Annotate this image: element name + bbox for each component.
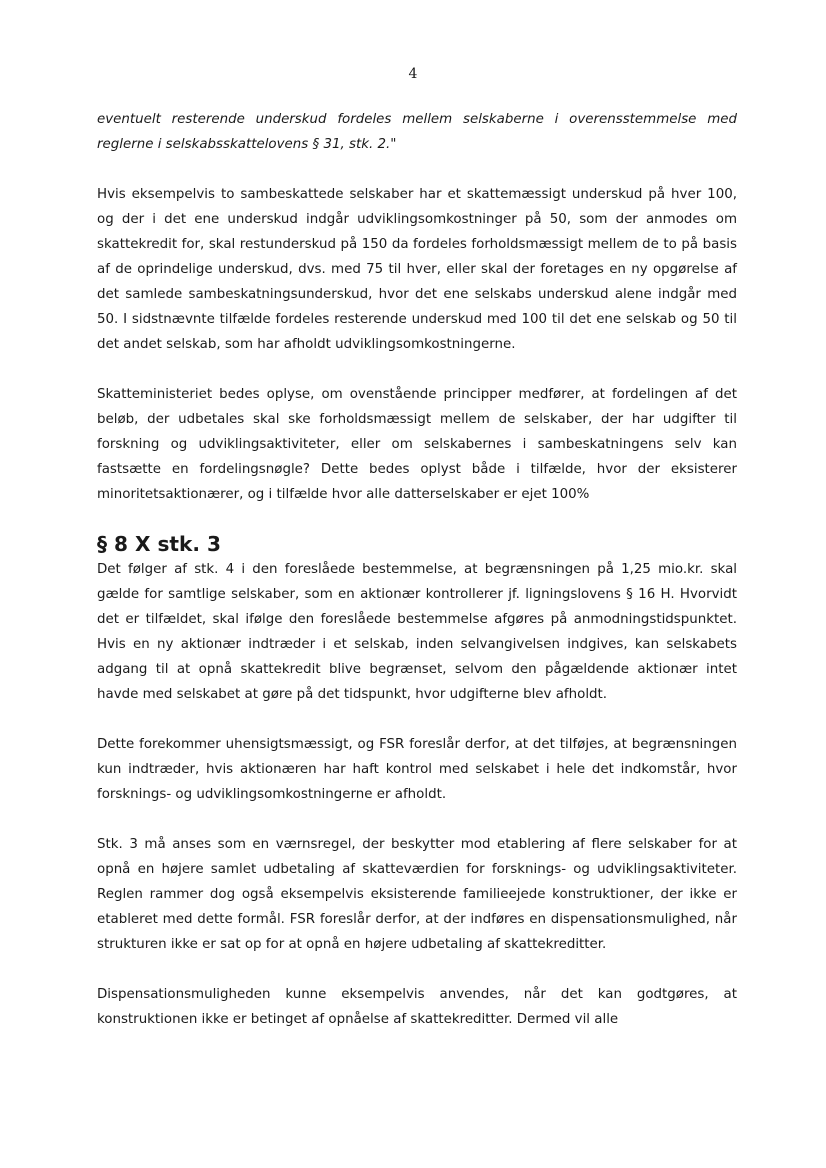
quoted-text: eventuelt resterende underskud fordeles mellem selskaberne i overensstemmelse med reglerne i selskabsskattelovens § 31, stk. 2." [97,112,737,152]
paragraph-stk4: Det følger af stk. 4 i den foreslåede bestemmelse, at begrænsningen på 1,25 mio.kr. skal gælde for samtlige selskaber, som en aktionær kontrollerer jf. ligningslovens § 16 H. Hvorvidt det er tilfældet, skal ifølge den foreslåede bestemmelse afgøres på anmodningstidspunktet. Hvis en ny aktionær indtræder i et selskab, inden selvangivelsen indgives, kan selskabets adgang til at opnå skattekredit blive begrænset, selvom den pågældende aktionær intet havde med selskabet at gøre på det tidspunkt, hvor udgifterne blev afholdt. [97,562,737,702]
page-number: 4 [408,66,418,82]
section-heading: § 8 X stk. 3 [97,532,221,556]
paragraph-stk3: Stk. 3 må anses som en værnsregel, der beskytter mod etablering af flere selskaber for at opnå en højere samlet udbetaling af skatteværdien for forsknings- og udviklingsaktiviteter. Reglen rammer dog også eksempelvis eksisterende familieejede konstruktioner, der ikke er etableret med dette formål. FSR foreslår derfor, at der indføres en dispensationsmulighed, når strukturen ikke er sat op for at opnå en højere udbetaling af skattekreditter. [97,837,737,952]
paragraph-proposal: Dette forekommer uhensigtsmæssigt, og FSR foreslår derfor, at det tilføjes, at begrænsningen kun indtræder, hvis aktionæren har haft kontrol med selskabet i hele det indkomstår, hvor forsknings- og udviklingsomkostningerne er afholdt. [97,737,737,802]
paragraph-example: Hvis eksempelvis to sambeskattede selskaber har et skattemæssigt underskud på hver 100, og der i det ene underskud indgår udviklingsomkostninger på 50, som der anmodes om skattekredit for, skal restunderskud på 150 da fordeles forholdsmæssigt mellem de to på basis af de oprindelige underskud, dvs. med 75 til hver, eller skal der foretages en ny opgørelse af det samlede sambeskatningsunderskud, hvor det ene selskabs underskud alene indgår med 50. I sidstnævnte tilfælde fordeles resterende underskud med 100 til det ene selskab og 50 til det andet selskab, som har afholdt udviklingsomkostningerne. [97,187,737,352]
paragraph-dispensation: Dispensationsmuligheden kunne eksempelvis anvendes, når det kan godtgøres, at konstruktionen ikke er betinget af opnåelse af skattekreditter. Dermed vil alle [97,987,737,1027]
paragraph-question: Skatteministeriet bedes oplyse, om ovenstående principper medfører, at fordelingen af det beløb, der udbetales skal ske forholdsmæssigt mellem de selskaber, der har udgifter til forskning og udviklingsaktiviteter, eller om selskabernes i sambeskatningens selv kan fastsætte en fordelingsnøgle? Dette bedes oplyst både i tilfælde, hvor der eksisterer minoritetsaktionærer, og i tilfælde hvor alle datterselskaber er ejet 100% [97,387,737,502]
document-body [97,107,737,1057]
